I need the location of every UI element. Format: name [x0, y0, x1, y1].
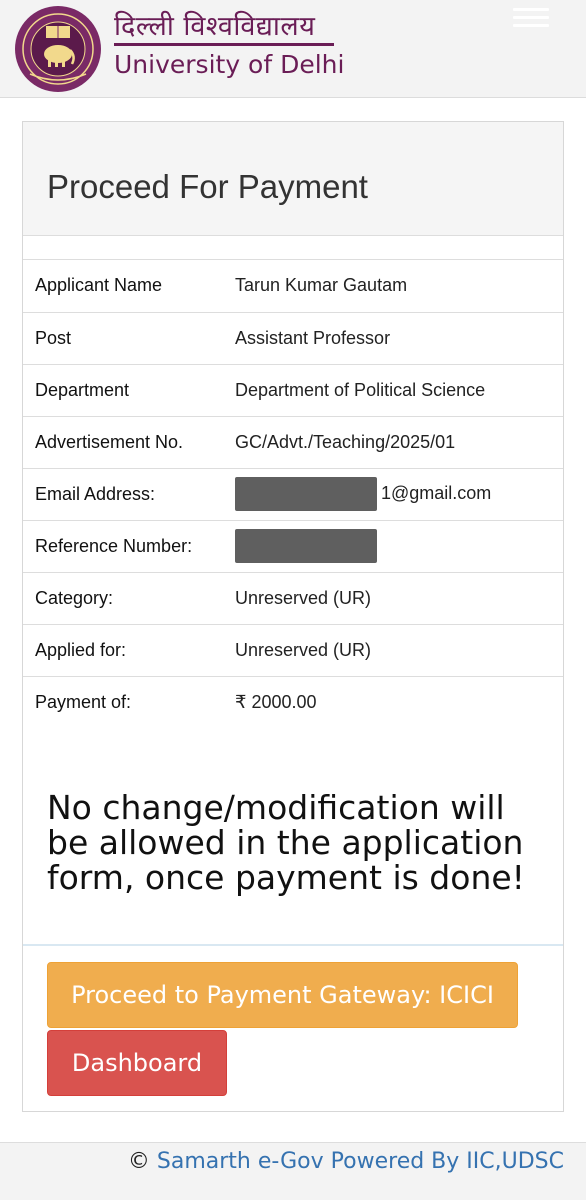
hamburger-icon[interactable] [508, 4, 554, 28]
table-row [23, 312, 563, 364]
category-value: Unreserved (UR) [234, 572, 563, 624]
table-row [23, 624, 563, 676]
table-row [23, 260, 563, 312]
row-label: Category: [23, 572, 234, 624]
advertisement-value: GC/Advt./Teaching/2025/01 [234, 416, 563, 468]
table-spacer [23, 236, 563, 260]
site-header [0, 0, 586, 98]
copyright-symbol: © [127, 1149, 150, 1174]
card-header [23, 122, 563, 236]
department-value: Department of Political Science [234, 364, 563, 416]
row-label: Advertisement No. [23, 416, 234, 468]
reference-cell [234, 520, 563, 572]
table-row [23, 416, 563, 468]
row-label: Applied for: [23, 624, 234, 676]
table-row [23, 364, 563, 416]
row-label: Payment of: [35, 691, 132, 712]
brand-name-hindi: दिल्ली विश्वविद्यालय [114, 11, 316, 42]
divider [23, 944, 563, 946]
applicant-details-table [23, 260, 563, 728]
table-row [23, 572, 563, 624]
table-row [23, 520, 563, 572]
dashboard-button[interactable]: Dashboard [47, 1030, 227, 1096]
email-cell [234, 468, 563, 520]
email-value: 1@gmail.com [381, 482, 492, 503]
proceed-to-gateway-button[interactable]: Proceed to Payment Gateway: ICICI [47, 962, 518, 1028]
table-row [23, 468, 563, 520]
payment-amount-value: ₹ 2000.00 [235, 691, 317, 712]
university-seal-icon[interactable] [10, 4, 106, 94]
row-label: Applicant Name [23, 260, 234, 312]
post-value: Assistant Professor [234, 312, 563, 364]
row-label: Post [23, 312, 234, 364]
page-title: Proceed For Payment [47, 168, 368, 205]
row-label: Email Address: [23, 468, 234, 520]
redacted-block [235, 529, 377, 563]
redacted-block [235, 477, 377, 511]
brand-name-english: University of Delhi [114, 50, 345, 79]
applicant-name-value: Tarun Kumar Gautam [234, 260, 563, 312]
row-label: Department [23, 364, 234, 416]
payment-warning-text: No change/modification will be allowed in the application form, once payment is done! [47, 788, 525, 897]
site-footer [0, 1142, 586, 1200]
footer-credit [128, 1149, 564, 1174]
row-label: Reference Number: [23, 520, 234, 572]
applied-for-value: Unreserved (UR) [234, 624, 563, 676]
samarth-link[interactable]: Samarth e-Gov Powered By IIC,UDSC [156, 1149, 564, 1174]
brand-underline [114, 43, 334, 46]
payment-card [22, 121, 564, 1112]
table-row [23, 676, 563, 728]
